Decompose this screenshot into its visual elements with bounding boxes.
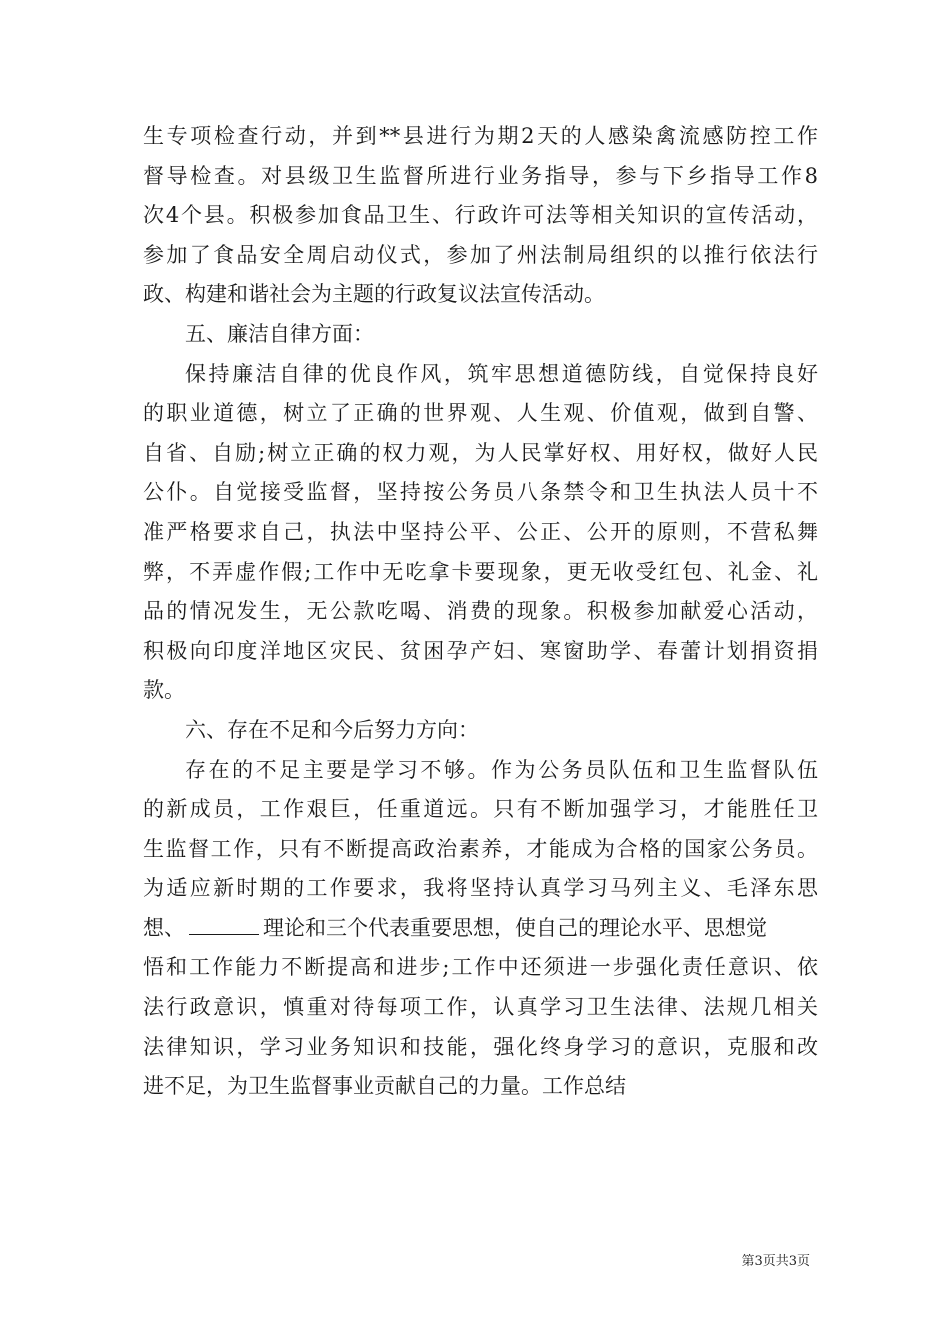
text-line: 生专项检查行动，并到**县进行为期2天的人感染禽流感防控工作 xyxy=(143,124,818,148)
text-line: 积极向印度洋地区灾民、贫困孕产妇、寒窗助学、春蕾计划捐资捐 xyxy=(143,638,818,663)
section-heading: 五、廉洁自律方面： xyxy=(185,321,374,346)
text-line: 自省、自励;树立正确的权力观，为人民掌好权、用好权，做好人民 xyxy=(143,440,818,465)
document-body xyxy=(143,117,818,1107)
fill-in-blank xyxy=(189,910,259,935)
text-fragment: 想、 xyxy=(143,915,185,940)
text-line: 准严格要求自己，执法中坚持公平、公正、公开的原则，不营私舞 xyxy=(143,519,818,544)
text-line: 弊，不弄虚作假;工作中无吃拿卡要现象，更无收受红包、礼金、礼 xyxy=(143,559,818,584)
text-line: 保持廉洁自律的优良作风，筑牢思想道德防线，自觉保持良好 xyxy=(185,361,818,386)
text-line: 生监督工作，只有不断提高政治素养，才能成为合格的国家公务员。 xyxy=(143,836,818,861)
text-line: 的新成员，工作艰巨，任重道远。只有不断加强学习，才能胜任卫 xyxy=(143,797,818,822)
text-line-with-blank xyxy=(143,909,818,949)
text-line: 进不足，为卫生监督事业贡献自己的力量。工作总结 xyxy=(143,1074,626,1099)
text-line: 款。 xyxy=(143,678,185,703)
text-line: 存在的不足主要是学习不够。作为公务员队伍和卫生监督队伍 xyxy=(185,757,818,782)
text-line: 法律知识，学习业务知识和技能，强化终身学习的意识，克服和改 xyxy=(143,1034,818,1059)
text-line: 政、构建和谐社会为主题的行政复议法宣传活动。 xyxy=(143,282,605,307)
text-line: 法行政意识，慎重对待每项工作，认真学习卫生法律、法规几相关 xyxy=(143,995,818,1020)
section-heading: 六、存在不足和今后努力方向： xyxy=(185,717,479,742)
page-number: 第3页共3页 xyxy=(741,1254,810,1269)
text-fragment: 理论和三个代表重要思想，使自己的理论水平、思想觉 xyxy=(263,915,767,940)
text-line: 为适应新时期的工作要求，我将坚持认真学习马列主义、毛泽东思 xyxy=(143,876,818,901)
text-line: 次4个县。积极参加食品卫生、行政许可法等相关知识的宣传活动， xyxy=(143,203,818,228)
text-line: 品的情况发生，无公款吃喝、消费的现象。积极参加献爱心活动， xyxy=(143,599,818,624)
text-line: 督导检查。对县级卫生监督所进行业务指导，参与下乡指导工作8 xyxy=(143,163,818,188)
text-line: 悟和工作能力不断提高和进步;工作中还须进一步强化责任意识、依 xyxy=(143,955,818,980)
text-line: 的职业道德，树立了正确的世界观、人生观、价值观，做到自警、 xyxy=(143,401,818,426)
text-line: 参加了食品安全周启动仪式，参加了州法制局组织的以推行依法行 xyxy=(143,242,818,267)
text-line: 公仆。自觉接受监督，坚持按公务员八条禁令和卫生执法人员十不 xyxy=(143,480,818,505)
